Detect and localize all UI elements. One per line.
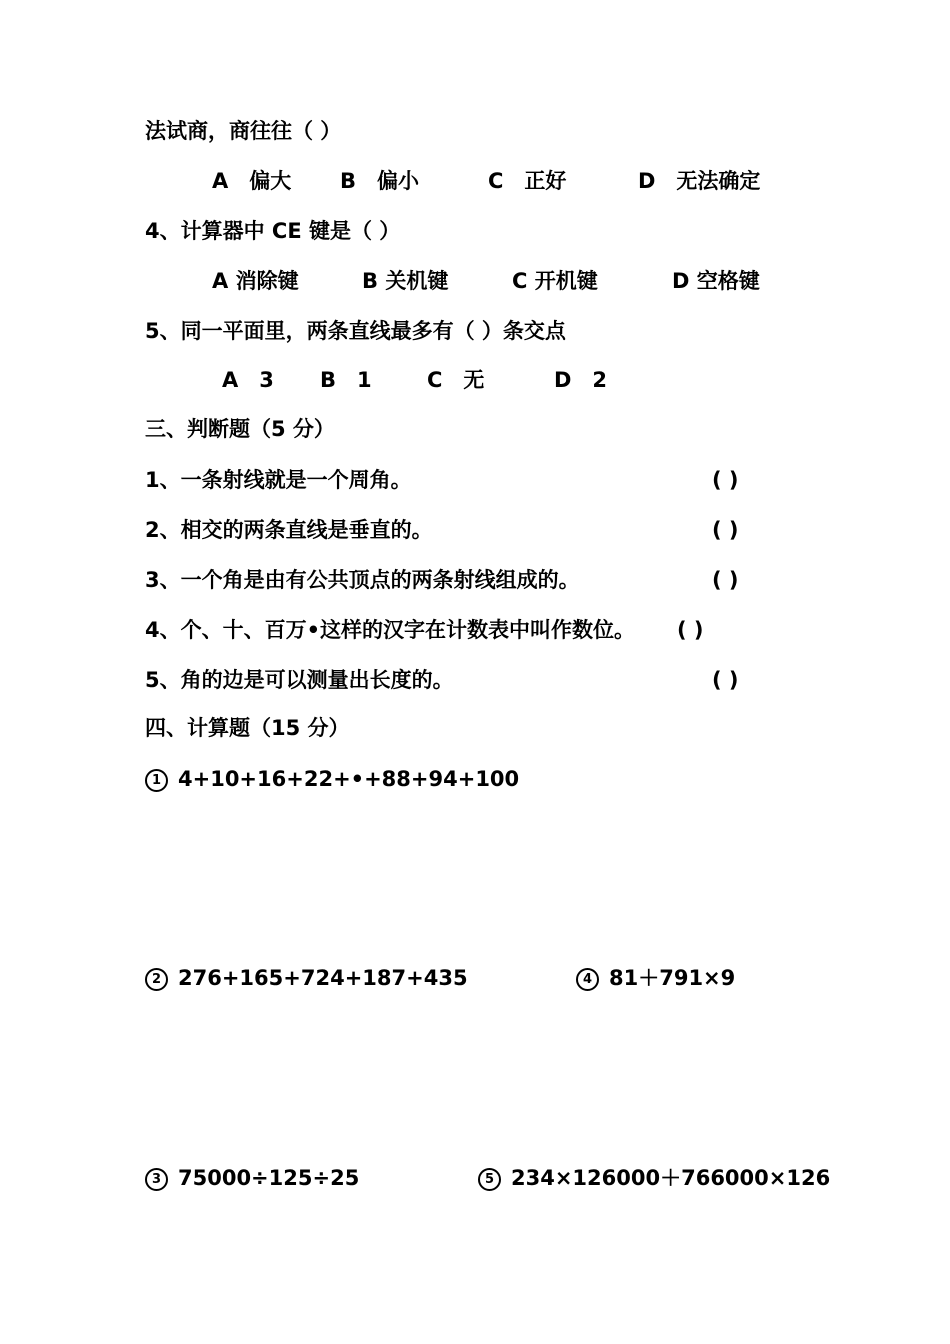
calc-expression: 234×126000＋766000×126 (511, 1166, 831, 1190)
circled-number: 3 (145, 1168, 168, 1191)
question-4-text: 4、计算器中 CE 键是（ ） (145, 219, 401, 243)
question-5-option-d: D 2 (554, 368, 608, 392)
calc-problem-1 (145, 764, 519, 794)
calc-problem-3 (145, 1163, 359, 1193)
judge-item-2: 2、相交的两条直线是垂直的。 (145, 518, 433, 542)
question-4-option-d: D 空格键 (672, 269, 760, 293)
calc-expression: 276+165+724+187+435 (178, 966, 468, 990)
question-3-option-a: A 偏大 (212, 169, 292, 193)
question-5-option-c: C 无 (427, 368, 485, 392)
judge-answer-2[interactable]: ( ) (712, 518, 739, 542)
question-5-text: 5、同一平面里，两条直线最多有（ ）条交点 (145, 319, 566, 343)
calc-expression: 4+10+16+22+•+88+94+100 (178, 767, 520, 791)
question-3-text: 法试商，商往往（ ） (145, 119, 342, 143)
question-4-option-c: C 开机键 (512, 269, 598, 293)
circled-number: 1 (145, 769, 168, 792)
question-3-option-d: D 无法确定 (638, 169, 761, 193)
question-4-option-b: B 关机键 (362, 269, 449, 293)
circled-number: 2 (145, 968, 168, 991)
question-4-option-a: A 消除键 (212, 269, 299, 293)
circled-number: 4 (576, 968, 599, 991)
question-3-option-c: C 正好 (488, 169, 567, 193)
question-3-option-b: B 偏小 (340, 169, 420, 193)
calc-expression: 81＋791×9 (609, 966, 736, 990)
question-5-option-a: A 3 (222, 368, 274, 392)
section-4-heading: 四、计算题（15 分） (145, 716, 350, 740)
judge-answer-1[interactable]: ( ) (712, 468, 739, 492)
circled-number: 5 (478, 1168, 501, 1191)
judge-item-5: 5、角的边是可以测量出长度的。 (145, 668, 454, 692)
judge-item-1: 1、一条射线就是一个周角。 (145, 468, 412, 492)
calc-problem-2 (145, 963, 468, 993)
calc-expression: 75000÷125÷25 (178, 1166, 360, 1190)
section-3-heading: 三、判断题（5 分） (145, 417, 335, 441)
judge-answer-4[interactable]: ( ) (677, 618, 704, 642)
judge-answer-5[interactable]: ( ) (712, 668, 739, 692)
judge-item-3: 3、一个角是由有公共顶点的两条射线组成的。 (145, 568, 580, 592)
calc-problem-4 (576, 963, 735, 993)
calc-problem-5 (478, 1163, 830, 1193)
judge-answer-3[interactable]: ( ) (712, 568, 739, 592)
judge-item-4: 4、个、十、百万•这样的汉字在计数表中叫作数位。 (145, 618, 636, 642)
question-5-option-b: B 1 (320, 368, 372, 392)
